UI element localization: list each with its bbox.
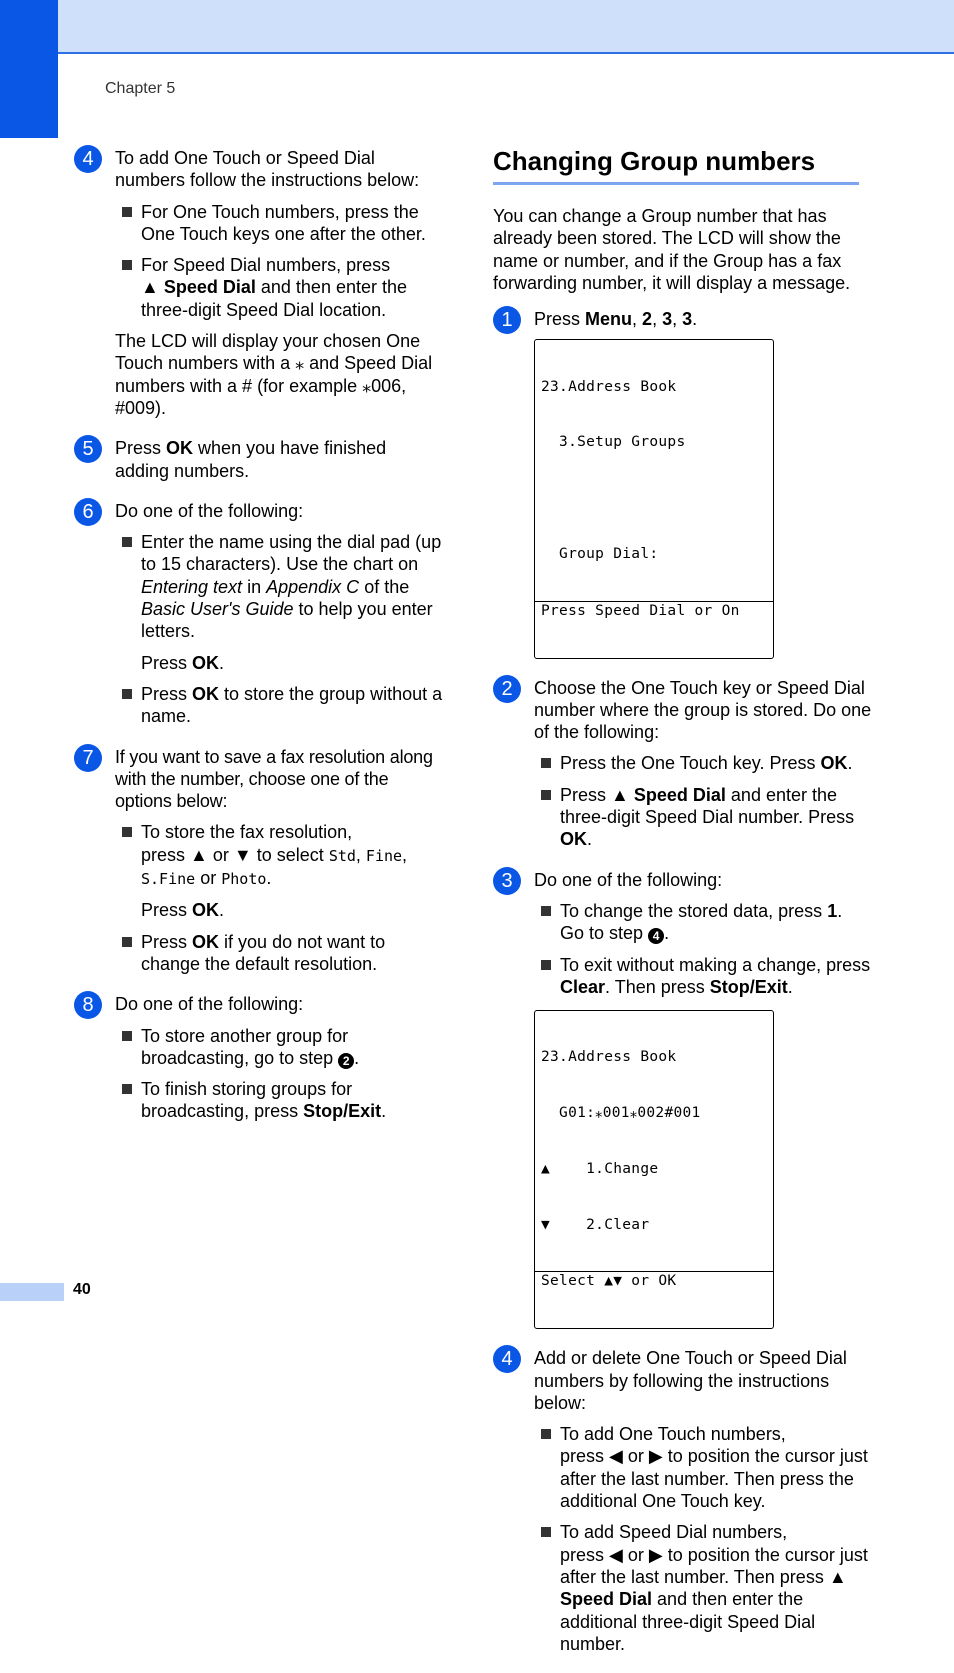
bullet-item: To store the fax resolution, press ▲ or ▼ to select Std, Fine, S.Fine or Photo. [115,821,444,890]
step-ref-icon: 2 [338,1053,354,1069]
bullet-item: To store another group for broadcasting, go to step 2 . [115,1025,444,1070]
bullet-item: Press the One Touch key. Press OK. [534,752,873,774]
bullet-item: Press OK to store the group without a name. [115,683,444,728]
bullet-item: For One Touch numbers, press the One Touch keys one after the other. [115,201,444,246]
step-text: Do one of the following: [534,869,723,890]
lcd-line: 23.Address Book [541,378,677,395]
lcd-note: The LCD will display your chosen One Touch numbers with a ⁎ and Speed Dial numbers with a # (for example ⁎006, #009). [115,331,433,418]
step-text: Choose the One Touch key or Speed Dial number where the group is stored. Do one of the following: [534,677,872,743]
step-number: 7 [74,744,102,772]
step-number: 2 [493,675,521,703]
right-column [493,146,873,1673]
page-number: 40 [73,1281,91,1298]
step-number: 4 [74,145,102,173]
up-arrow-icon: ▲ [611,784,629,805]
step-number: 5 [74,435,102,463]
step-text: Do one of the following: [115,994,304,1015]
step-text: Add or delete One Touch or Speed Dial numbers by following the instructions below: [534,1348,847,1413]
bullet-item: To exit without making a change, press Clear. Then press Stop/Exit. [534,954,873,999]
chapter-tab [0,0,58,138]
step-8 [74,993,444,1122]
step-number: 8 [74,991,102,1019]
step-text: If you want to save a fax resolution along with the number, choose one of the options below: [115,746,433,812]
down-arrow-icon: ▼ [233,844,252,865]
intro-paragraph: You can change a Group number that has already been stored. The LCD will show the name or number, and if the Group has a fax forwarding number, it will display a message. [493,206,851,293]
bullet-item: To change the stored data, press 1. Go to step 4 . [534,900,873,945]
lcd-line: ▼ 2.Clear [541,1216,650,1233]
bullet-item: To add One Touch numbers, press ◀ or ▶ to position the cursor just after the last number. Then press the additional One Touch key. [534,1423,873,1512]
step-6 [74,500,444,728]
bullet-item: For Speed Dial numbers, press ▲ Speed Dial and then enter the three-digit Speed Dial location. [115,254,444,321]
lcd-line: G01:⁎001⁎002#001 [541,1105,701,1122]
left-arrow-icon: ◀ [609,1544,623,1565]
lcd-line: ▲ 1.Change [541,1160,659,1177]
bullet-item: To add Speed Dial numbers, press ◀ or ▶ to position the cursor just after the last number. Then press ▲ Speed Dial and then enter the additional three-digit Speed Dial number. [534,1521,873,1655]
chapter-label: Chapter 5 [105,80,176,97]
section-title: Changing Group numbers [493,146,859,185]
lcd-line: Group Dial: [541,546,659,563]
step-text: Do one of the following: [115,500,304,521]
step-3 [493,869,873,1330]
step-7 [74,746,444,976]
bullet-item: Press OK if you do not want to change the default resolution. [115,931,444,976]
right-arrow-icon: ▶ [648,1544,663,1565]
step-4 [74,147,444,419]
step-number: 3 [493,867,521,895]
right-arrow-icon: ▶ [648,1446,663,1467]
step-ref-icon: 4 [648,928,664,944]
up-arrow-icon: ▲ [828,1566,847,1587]
left-column [74,147,444,1141]
left-arrow-icon: ◀ [609,1446,623,1467]
bullet-item: To finish storing groups for broadcasting, press Stop/Exit. [115,1078,444,1123]
step-number: 6 [74,498,102,526]
lcd-line: Press Speed Dial or On [535,601,773,621]
step-text: Press OK when you have finished adding numbers. [115,438,387,481]
press-ok-line: Press OK. [141,900,225,921]
up-arrow-icon: ▲ [141,277,159,298]
step-number: 1 [493,306,521,334]
bullet-item: Enter the name using the dial pad (up to 15 characters). Use the chart on Entering text in Appendix C of the Basic User's Guide to help you enter letters. [115,531,444,642]
header-band [0,0,954,54]
step-4-right [493,1347,873,1655]
step-1 [493,308,873,658]
lcd-line: 3.Setup Groups [541,434,686,451]
lcd-line [535,489,773,508]
lcd-display [534,1010,774,1329]
step-text: To add One Touch or Speed Dial numbers follow the instructions below: [115,148,420,191]
step-number: 4 [493,1345,521,1373]
step-text: Press Menu, 2, 3, 3. [534,309,698,330]
lcd-display [534,339,774,658]
page-number-bar [0,1283,64,1301]
lcd-line: 23.Address Book [541,1049,677,1066]
press-ok-line: Press OK. [141,652,225,673]
step-2 [493,677,873,851]
up-arrow-icon: ▲ [190,844,208,865]
bullet-item: Press ▲ Speed Dial and enter the three-digit Speed Dial number. Press OK. [534,784,873,851]
step-5 [74,437,444,482]
lcd-line: Select ▲▼ or OK [535,1271,773,1291]
